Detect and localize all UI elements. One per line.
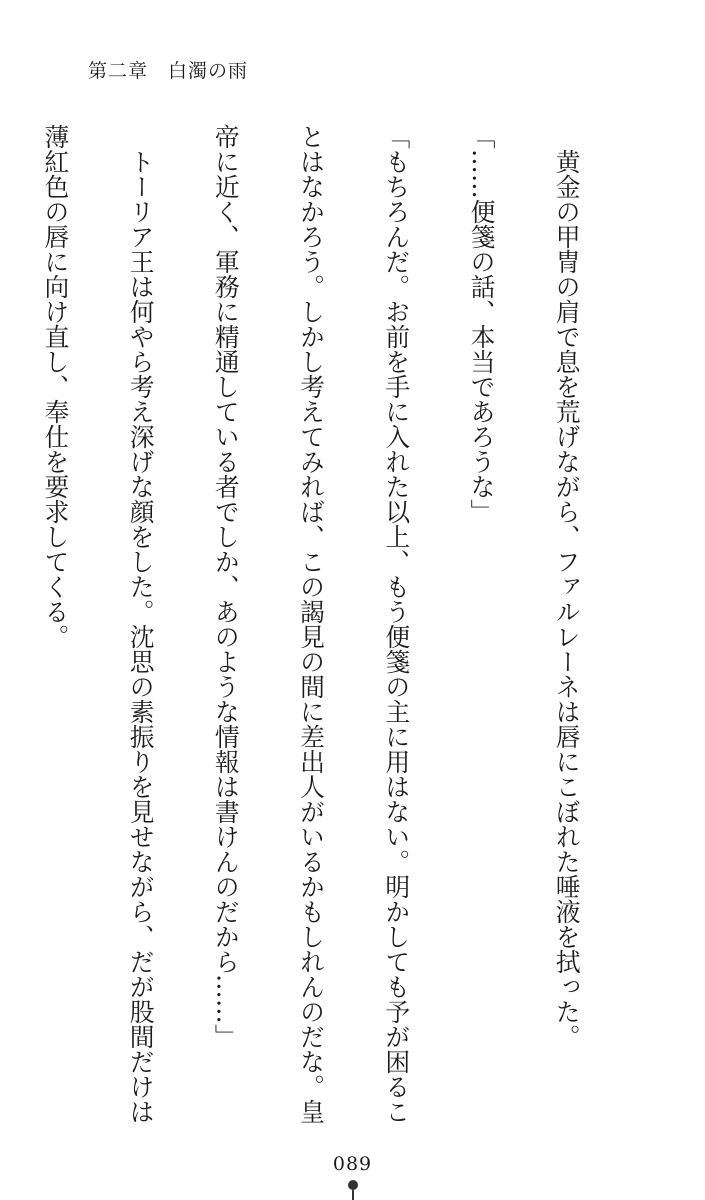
running-head: 第二章 白濁の雨 <box>88 60 249 82</box>
text-line: 帝に近く、軍務に精通している者でしか、あのような情報は書けんのだから……」 <box>211 124 241 1049</box>
page-marker-stem <box>352 1190 354 1200</box>
text-line: トーリア王は何やら考え深げな顔をした。沈思の素振りを見せながら、だが股間だけは <box>126 124 156 1124</box>
text-line: 「……便箋の話、本当であろうな」 <box>466 124 496 524</box>
text-line: とはなかろう。しかし考えてみれば、この謁見の間に差出人がいるかもしれんのだな。皇 <box>296 124 326 1124</box>
page-marker-dot <box>348 1180 358 1190</box>
body-text <box>40 124 637 1124</box>
text-line: 黄金の甲冑の肩で息を荒げながら、ファルレーネは唇にこぼれた唾液を拭った。 <box>552 124 582 1049</box>
text-line: 薄紅色の唇に向け直し、奉仕を要求してくる。 <box>40 124 70 649</box>
page-marker <box>352 1180 354 1200</box>
text-line: 「もちろんだ。お前を手に入れた以上、もう便箋の主に用はない。明かしても予が困るこ <box>381 124 411 1124</box>
page-number: 089 <box>332 1153 373 1175</box>
